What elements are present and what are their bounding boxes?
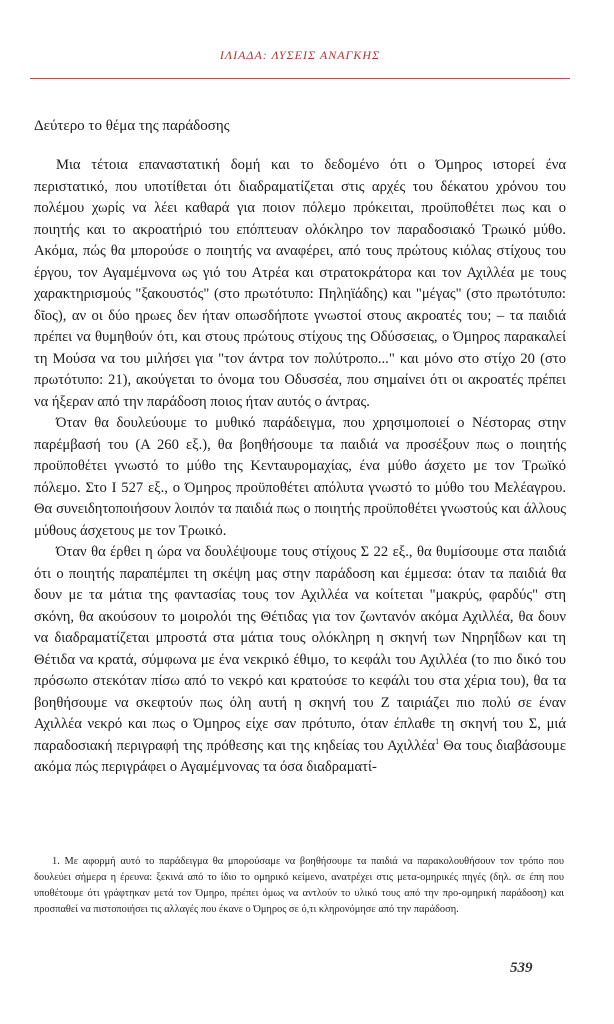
section-title: Δεύτερο το θέμα της παράδοσης xyxy=(34,118,230,134)
paragraph: Όταν θα δουλεύουμε το μυθικό παράδειγμα, που χρησιμοποιεί ο Νέστορας στην παρέμβασή του (Α 260 εξ.), θα βοηθήσουμε τα παιδιά να προσέξουν πως ο ποιητής προϋποθέτει γνωστό το μύθο της Κενταυρομαχίας, ένα μύθο άσχετο με τον Τρωϊκό πόλεμο. Στο Ι 527 εξ., ο Όμηρος προϋποθέτει απόλυτα γνωστό το μύθο του Μελέαγρου. Θα συνειδητοποιήσουν λοιπόν τα παιδιά πως ο ποιητής προϋποθέτει γνωστούς και άλλους μύθους άσχετους με τον Τρωικό. xyxy=(34,415,566,539)
footnote: 1. Με αφορμή αυτό το παράδειγμα θα μπορούσαμε να βοηθήσουμε τα παιδιά να παρακολουθήσουν τον τρόπο που δουλεύει σήμερα η έρευνα: ξεκινά από το ίδιο το ομηρικό κείμενο, ανατρέχει στις μετα-ομηρικές πηγές (δηλ. σε έπη που υποθέτουμε ότι γράφτηκαν μετά τον Όμηρο, πρέπει όμως να αντλούν το υλικό τους από την προ-ομηρική παράδοση) και προσπαθεί να πιστοποιήσει τις αλλαγές που έκανε ο Όμηρος σε ό,τι κληρονόμησε από την παράδοση. xyxy=(34,856,564,915)
paragraph xyxy=(34,542,566,779)
running-head: ΙΛΙΑΔΑ: ΛΥΣΕΙΣ ΑΝΑΓΚΗΣ xyxy=(219,48,381,62)
footnote-marker[interactable]: 1 xyxy=(435,736,440,746)
page-number: 539 xyxy=(510,960,533,976)
body-text xyxy=(34,155,566,779)
paragraph-text: Όταν θα έρθει η ώρα να δουλέψουμε τους στίχους Σ 22 εξ., θα θυμίσουμε στα παιδιά ότι ο ποιητής παραπέμπει τη σκέψη μας στην παράδοση και έμμεσα: όταν τα παιδιά θα δουν με τα μάτια της φαντασίας τους τον Αχιλλέα να κοίτεται "μακρύς, φαρδύς" στη σκόνη, θα ακούσουν το μοιρολόι της Θέτιδας για τον ζωντανόν ακόμα Αχιλλέα, θα δουν να διαδραματίζεται μπροστά στα μάτια τους ολόκληρη η σκηνή των Νηρηΐδων και τη Θέτιδα να κρατά, σύμφωνα με ένα νεκρικό έθιμο, το κεφάλι του Αχιλλέα (το πιο δικό του πρόσωπο στεκόταν πίσω από το νεκρό και κρατούσε το κεφάλι του στα χέρια του), θα τα βοηθήσουμε να σκεφτούν πως όλη αυτή η σκηνή του Ζ ταιριάζει πιο πολύ σε έναν Αχιλλέα νεκρό και πως ο Όμηρος είχε σαν πρότυπο, όταν έπλαθε τη σκηνή του Σ, μιά παραδοσιακή περιγραφή της πρόθεσης και της κηδείας του Αχιλλέα xyxy=(34,544,566,754)
paragraph: Μια τέτοια επαναστατική δομή και το δεδομένο ότι ο Όμηρος ιστορεί ένα περιστατικό, που υποτίθεται ότι διαδραματίζεται στις αρχές του δέκατου χρόνου του πολέμου χωρίς να λέει καθαρά για ποιον πόλεμο πρόκειται, προϋποθέτει πως και ο ποιητής και το ακροατήριό του επόπτευαν ολόκληρο τον παραδοσιακό Τρωικό μύθο. Ακόμα, πώς θα μπορούσε ο ποιητής να αναφέρει, από τους πρώτους κιόλας στίχους του έργου, τον Αγαμέμνονα ως γιό του Ατρέα και στρατοκράτορα και τον Αχιλλέα με τους χαρακτηρισμούς "ξακουστός" (στο πρωτότυπο: Πηληϊάδης) και "μέγας" (στο πρωτότυπο: δῖος), αν οι δύο ηρωες δεν ήταν οπωσδήποτε γνωστοί στους ακροατές του; – τα παιδιά πρέπει να θυμηθούν ότι, και στους πρώτους στίχους της Οδύσσειας, ο Όμηρος παρακαλεί τη Μούσα να του μιλήσει για "τον άντρα τον πολύτροπο..." και μόνο στο στίχο 20 (στο πρωτότυπο: 21), ακούγεται το όνομα του Οδυσσέα, που σημαίνει ότι οι ακροατές πρέπει να ήξεραν από την παράδοση ποιος ήταν αυτός ο άντρας. xyxy=(34,157,566,410)
header-rule xyxy=(30,78,570,79)
paragraph-text-continued: Θα τους διαβάσουμε ακόμα πώς περιγράφει ο Αγαμέμνονας τα όσα διαδραματί- xyxy=(34,737,566,775)
